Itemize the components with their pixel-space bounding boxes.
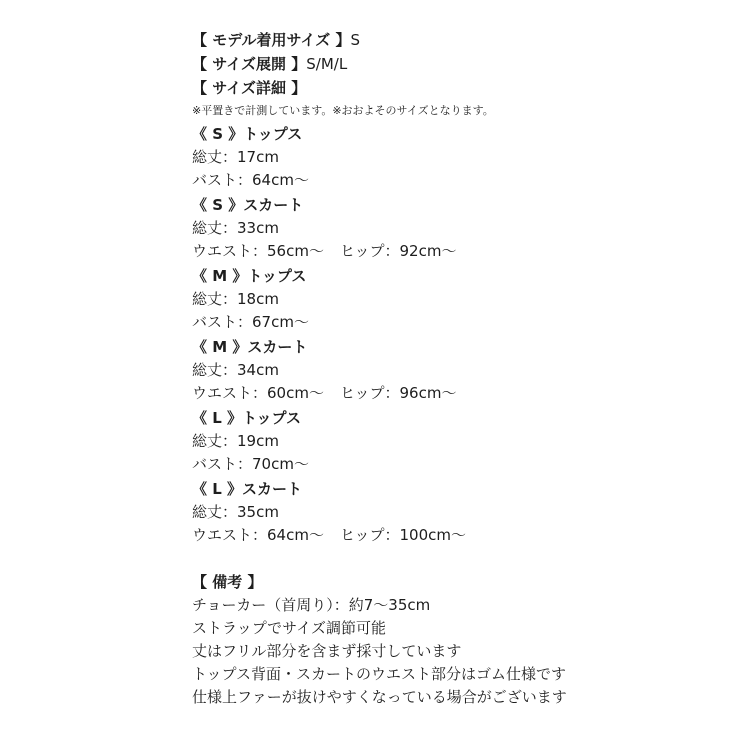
size-m-skirt-title: 《 M 》スカート bbox=[192, 338, 308, 356]
size-range-row bbox=[192, 54, 347, 74]
remark-item: トップス背面・スカートのウエスト部分はゴム仕様です bbox=[192, 665, 566, 683]
remark-item: ストラップでサイズ調節可能 bbox=[192, 619, 386, 637]
measure-note: ※平置きで計測しています。※おおよそのサイズとなります。 bbox=[192, 104, 494, 117]
size-s-skirt-measure-row bbox=[192, 241, 456, 261]
size-m-skirt-length: 総丈：34cm bbox=[192, 361, 279, 379]
size-s-skirt-waist: ウエスト：56cm〜 bbox=[192, 242, 324, 260]
size-l-skirt-title: 《 L 》スカート bbox=[192, 480, 303, 498]
model-size-value: S bbox=[350, 31, 361, 49]
size-l-skirt-measure-row bbox=[192, 525, 466, 545]
remark-item: 丈はフリル部分を含まず採寸しています bbox=[192, 642, 462, 660]
size-l-skirt-length: 総丈：35cm bbox=[192, 503, 279, 521]
size-m-tops-title: 《 M 》トップス bbox=[192, 267, 307, 285]
size-range-value: S/M/L bbox=[306, 55, 348, 73]
size-m-tops-bust: バスト：67cm〜 bbox=[192, 313, 309, 331]
model-size-row bbox=[192, 30, 360, 50]
remark-item: 仕様上ファーが抜けやすくなっている場合がございます bbox=[192, 688, 567, 706]
size-detail-label: 【 サイズ詳細 】 bbox=[192, 79, 307, 97]
size-l-tops-length: 総丈：19cm bbox=[192, 432, 279, 450]
size-range-label: 【 サイズ展開 】 bbox=[192, 55, 307, 73]
size-m-tops-length: 総丈：18cm bbox=[192, 290, 279, 308]
size-s-tops-length: 総丈：17cm bbox=[192, 148, 279, 166]
size-s-tops-title: 《 S 》トップス bbox=[192, 125, 303, 143]
size-m-skirt-waist: ウエスト：60cm〜 bbox=[192, 384, 324, 402]
size-m-skirt-measure-row bbox=[192, 383, 456, 403]
size-l-skirt-waist: ウエスト：64cm〜 bbox=[192, 526, 324, 544]
size-l-skirt-hip: ヒップ：100cm〜 bbox=[339, 526, 466, 544]
size-s-tops-bust: バスト：64cm〜 bbox=[192, 171, 309, 189]
size-l-tops-bust: バスト：70cm〜 bbox=[192, 455, 309, 473]
size-s-skirt-length: 総丈：33cm bbox=[192, 219, 279, 237]
size-detail-heading bbox=[192, 78, 306, 98]
model-size-label: 【 モデル着用サイズ 】 bbox=[192, 31, 351, 49]
size-s-skirt-title: 《 S 》スカート bbox=[192, 196, 304, 214]
remarks-heading: 【 備考 】 bbox=[192, 573, 263, 591]
size-m-skirt-hip: ヒップ：96cm〜 bbox=[339, 384, 457, 402]
size-l-tops-title: 《 L 》トップス bbox=[192, 409, 301, 427]
size-s-skirt-hip: ヒップ：92cm〜 bbox=[339, 242, 457, 260]
remark-item: チョーカー（首周り）：約7〜35cm bbox=[192, 596, 431, 614]
